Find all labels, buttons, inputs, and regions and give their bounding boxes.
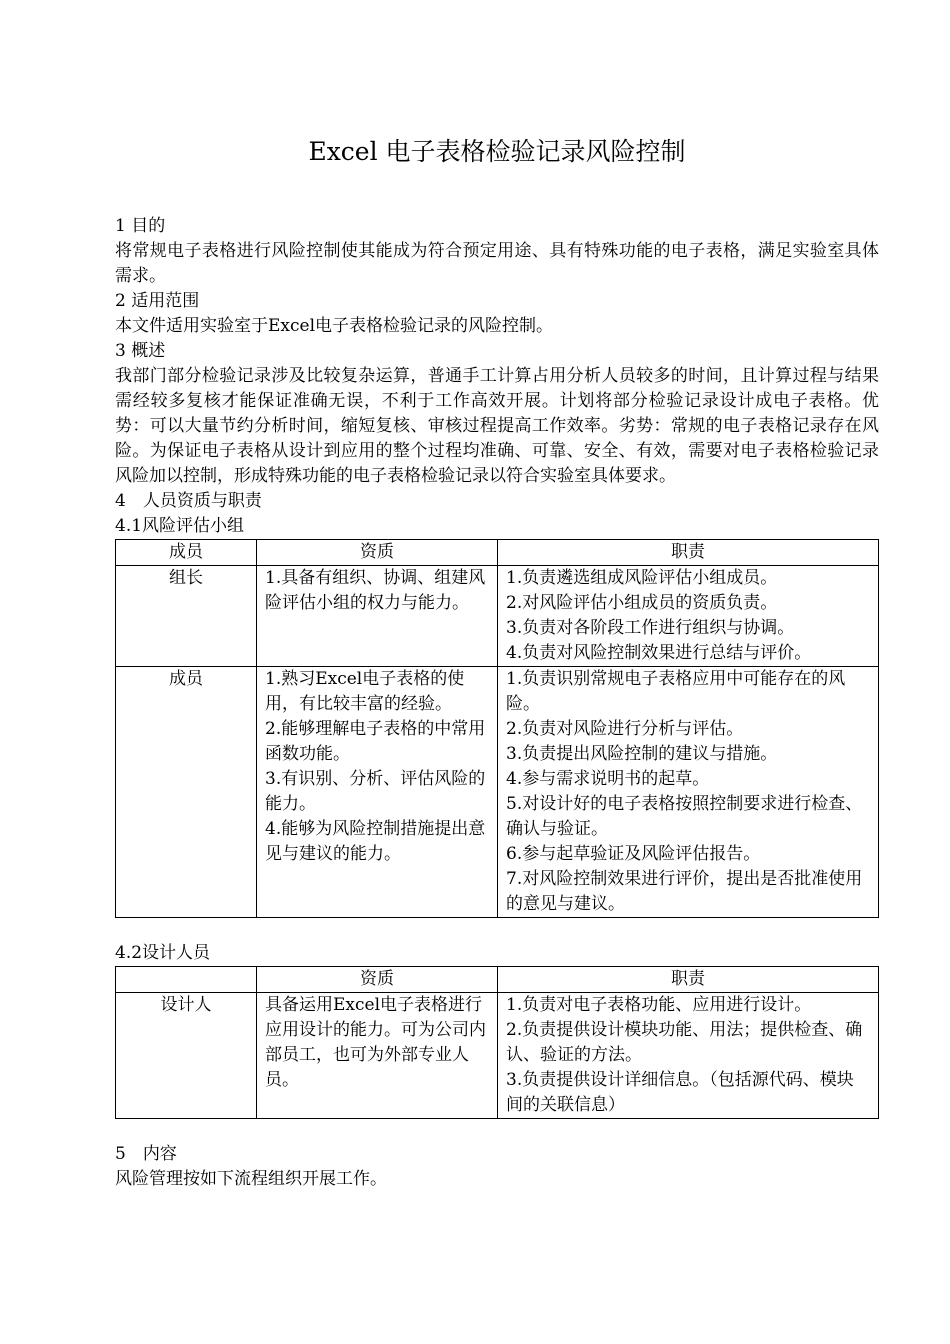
section-3-text: 我部门部分检验记录涉及比较复杂运算，普通手工计算占用分析人员较多的时间，且计算过程与结果需经较多复核才能保证准确无误，不利于工作高效开展。计划将部分检验记录设计成电子表格。优势：可以大量节约分析时间，缩短复核、审核过程提高工作效率。劣势：常规的电子表格记录存在风险。为保证电子表格从设计到应用的整个过程均准确、可靠、安全、有效，需要对电子表格检验记录风险加以控制，形成特殊功能的电子表格检验记录以符合实验室具体要求。 xyxy=(115,366,879,486)
qualification-item: 具备运用Excel电子表格进行应用设计的能力。可为公司内部员工，也可为外部专业人员。 xyxy=(265,995,486,1090)
duty-item: 5.对设计好的电子表格按照控制要求进行检查、确认与验证。 xyxy=(506,794,863,839)
qualification-item: 3.有识别、分析、评估风险的能力。 xyxy=(265,769,486,814)
section-2-heading: 2 适用范围 xyxy=(115,291,200,311)
duty-item: 7.对风险控制效果进行评价，提出是否批准使用的意见与建议。 xyxy=(506,869,863,914)
duty-item: 1.负责对电子表格功能、应用进行设计。 xyxy=(506,995,812,1015)
duty-item: 3.负责对各阶段工作进行组织与协调。 xyxy=(506,618,795,638)
duty-item: 6.参与起草验证及风险评估报告。 xyxy=(506,844,761,864)
table-row xyxy=(116,566,879,667)
section-4-2-heading: 4.2设计人员 xyxy=(115,943,211,963)
column-header-duty: 职责 xyxy=(498,540,879,566)
duty-item: 1.负责识别常规电子表格应用中可能存在的风险。 xyxy=(506,669,846,714)
spacer xyxy=(115,1119,879,1142)
qualification-cell xyxy=(257,566,498,667)
member-cell: 组长 xyxy=(116,566,257,667)
section-1-heading: 1 目的 xyxy=(115,216,166,236)
section-2-text: 本文件适用实验室于Excel电子表格检验记录的风险控制。 xyxy=(115,316,554,336)
duty-item: 3.负责提出风险控制的建议与措施。 xyxy=(506,744,778,764)
duty-cell xyxy=(498,566,879,667)
member-cell: 成员 xyxy=(116,667,257,918)
column-header-qualification: 资质 xyxy=(257,967,498,993)
duty-item: 4.参与需求说明书的起草。 xyxy=(506,769,710,789)
member-cell: 设计人 xyxy=(116,993,257,1119)
designer-table xyxy=(115,966,879,1119)
risk-team-table xyxy=(115,539,879,918)
qualification-item: 2.能够理解电子表格的中常用函数功能。 xyxy=(265,719,486,764)
table-row xyxy=(116,667,879,918)
column-header-member: 成员 xyxy=(116,540,257,566)
qualification-cell xyxy=(257,667,498,918)
duty-item: 1.负责遴选组成风险评估小组成员。 xyxy=(506,568,778,588)
duty-item: 2.负责对风险进行分析与评估。 xyxy=(506,719,744,739)
section-5-heading: 5 内容 xyxy=(115,1144,177,1164)
section-1-text: 将常规电子表格进行风险控制使其能成为符合预定用途、具有特殊功能的电子表格，满足实验室具体需求。 xyxy=(115,241,879,286)
column-header-blank xyxy=(116,967,257,993)
qualification-cell xyxy=(257,993,498,1119)
table-header-row xyxy=(116,540,879,566)
duty-item: 4.负责对风险控制效果进行总结与评价。 xyxy=(506,643,812,663)
column-header-qualification: 资质 xyxy=(257,540,498,566)
spacer xyxy=(115,918,879,941)
column-header-duty: 职责 xyxy=(498,967,879,993)
document-body xyxy=(115,130,879,1192)
document-title: Excel 电子表格检验记录风险控制 xyxy=(308,137,686,166)
section-4-1-heading: 4.1风险评估小组 xyxy=(115,516,245,536)
duty-cell xyxy=(498,667,879,918)
table-row xyxy=(116,993,879,1119)
duty-item: 3.负责提供设计详细信息。（包括源代码、模块间的关联信息） xyxy=(506,1070,854,1115)
qualification-item: 1.熟习Excel电子表格的使用，有比较丰富的经验。 xyxy=(265,669,465,714)
qualification-item: 1.具备有组织、协调、组建风险评估小组的权力与能力。 xyxy=(265,568,486,613)
section-5-text: 风险管理按如下流程组织开展工作。 xyxy=(115,1169,387,1189)
section-4-heading: 4 人员资质与职责 xyxy=(115,491,262,511)
duty-cell xyxy=(498,993,879,1119)
duty-item: 2.负责提供设计模块功能、用法；提供检查、确认、验证的方法。 xyxy=(506,1020,863,1065)
section-3-heading: 3 概述 xyxy=(115,341,166,361)
duty-item: 2.对风险评估小组成员的资质负责。 xyxy=(506,593,778,613)
qualification-item: 4.能够为风险控制措施提出意见与建议的能力。 xyxy=(265,819,486,864)
table-header-row xyxy=(116,967,879,993)
